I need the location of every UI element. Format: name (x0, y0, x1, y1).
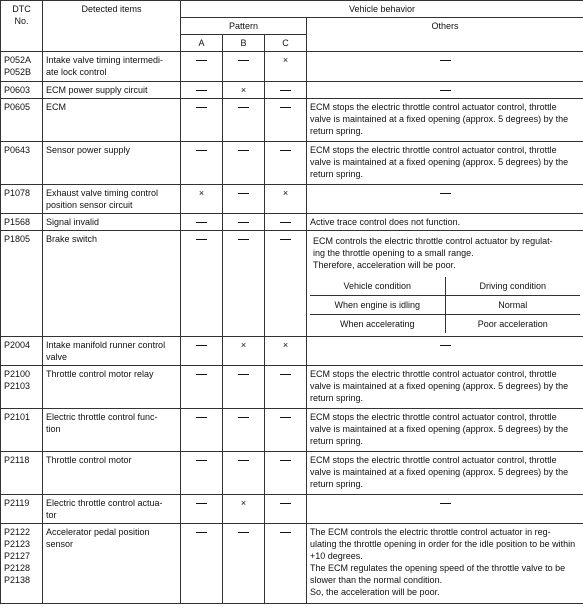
pattern-a-cell (181, 452, 223, 495)
detected-item-cell: Sensor power supply (43, 142, 181, 185)
detected-item-cell: ECM power supply circuit (43, 82, 181, 99)
table-row (1, 366, 583, 409)
dtc-code-cell: P1078 (1, 185, 43, 214)
pattern-b-cell (223, 409, 265, 452)
pattern-a-cell (181, 214, 223, 231)
pattern-a-cell (181, 337, 223, 366)
cross-mark: × (282, 55, 289, 65)
dash-mark (238, 107, 249, 108)
cross-mark: × (198, 188, 205, 198)
pattern-c-cell (265, 337, 307, 366)
dash-mark (196, 532, 207, 533)
dash-mark (196, 374, 207, 375)
pattern-c-cell (265, 142, 307, 185)
detected-item-cell: Brake switch (43, 231, 181, 337)
table-row (1, 185, 583, 214)
dash-mark (196, 222, 207, 223)
dash-mark (196, 417, 207, 418)
pattern-c-cell (265, 231, 307, 337)
sub-cell: When accelerating (310, 315, 445, 334)
dash-mark (238, 239, 249, 240)
pattern-c-cell (265, 524, 307, 604)
dtc-code-cell: P0643 (1, 142, 43, 185)
detected-item-cell: Intake valve timing intermedi- ate lock control (43, 52, 181, 82)
dash-mark (440, 90, 451, 91)
dash-mark (196, 503, 207, 504)
dash-mark (280, 374, 291, 375)
cross-mark: × (240, 498, 247, 508)
detected-item-cell: Throttle control motor relay (43, 366, 181, 409)
table-row (1, 142, 583, 185)
dtc-code-cell: P0605 (1, 99, 43, 142)
sub-row (310, 296, 580, 315)
dash-mark (440, 193, 451, 194)
detected-item-cell: Signal invalid (43, 214, 181, 231)
dash-mark (238, 374, 249, 375)
pattern-c-cell (265, 366, 307, 409)
others-cell: Active trace control does not function. (307, 214, 583, 231)
others-cell (307, 52, 583, 82)
others-cell: ECM stops the electric throttle control actuator control, throttle valve is maintained at a fixed opening (approx. 5 degrees) by the return spring. (307, 142, 583, 185)
table-row (1, 337, 583, 366)
others-cell: ECM stops the electric throttle control actuator control, throttle valve is maintained at a fixed opening (approx. 5 degrees) by the return spring. (307, 409, 583, 452)
dash-mark (238, 193, 249, 194)
dash-mark (440, 503, 451, 504)
dtc-code-cell: P052A P052B (1, 52, 43, 82)
sub-cell: Normal (445, 296, 580, 315)
pattern-a-cell (181, 185, 223, 214)
pattern-b-cell (223, 99, 265, 142)
detected-item-cell: Electric throttle control actua- tor (43, 495, 181, 524)
dash-mark (280, 239, 291, 240)
table-row (1, 409, 583, 452)
header-pattern-b: B (223, 35, 265, 52)
table-row (1, 99, 583, 142)
dash-mark (280, 503, 291, 504)
dash-mark (238, 460, 249, 461)
detected-item-cell: Accelerator pedal position sensor (43, 524, 181, 604)
others-cell (307, 185, 583, 214)
pattern-c-cell (265, 52, 307, 82)
dash-mark (238, 222, 249, 223)
header-row-1 (1, 1, 583, 18)
sub-cell: When engine is idling (310, 296, 445, 315)
dash-mark (196, 107, 207, 108)
pattern-b-cell (223, 366, 265, 409)
dash-mark (196, 239, 207, 240)
cross-mark: × (282, 340, 289, 350)
dash-mark (196, 345, 207, 346)
pattern-b-cell (223, 231, 265, 337)
table-row (1, 52, 583, 82)
pattern-b-cell (223, 142, 265, 185)
pattern-a-cell (181, 409, 223, 452)
others-text: ECM controls the electric throttle control actuator by regulat- ing the throttle opening to a small range. Therefore, acceleration will be poor. (313, 236, 553, 270)
pattern-c-cell (265, 495, 307, 524)
driving-condition-table (310, 277, 580, 333)
others-cell: ECM stops the electric throttle control actuator control, throttle valve is maintained at a fixed opening (approx. 5 degrees) by the return spring. (307, 452, 583, 495)
table-row (1, 495, 583, 524)
pattern-a-cell (181, 142, 223, 185)
pattern-a-cell (181, 366, 223, 409)
sub-header-row (310, 277, 580, 296)
dash-mark (280, 417, 291, 418)
others-cell (307, 82, 583, 99)
pattern-a-cell (181, 495, 223, 524)
pattern-c-cell (265, 82, 307, 99)
pattern-b-cell (223, 214, 265, 231)
dtc-code-cell: P2118 (1, 452, 43, 495)
pattern-a-cell (181, 82, 223, 99)
table-row (1, 452, 583, 495)
dash-mark (238, 150, 249, 151)
dash-mark (196, 150, 207, 151)
pattern-b-cell (223, 452, 265, 495)
sub-header-cell: Driving condition (445, 277, 580, 296)
header-others: Others (307, 18, 583, 52)
dash-mark (280, 90, 291, 91)
dtc-code-cell: P1568 (1, 214, 43, 231)
others-cell (307, 337, 583, 366)
dash-mark (238, 60, 249, 61)
dash-mark (440, 345, 451, 346)
header-pattern-a: A (181, 35, 223, 52)
dash-mark (280, 222, 291, 223)
pattern-c-cell (265, 214, 307, 231)
dash-mark (196, 90, 207, 91)
detected-item-cell: Exhaust valve timing control position sensor circuit (43, 185, 181, 214)
pattern-b-cell (223, 185, 265, 214)
dtc-code-cell: P2100 P2103 (1, 366, 43, 409)
pattern-c-cell (265, 452, 307, 495)
sub-cell: Poor acceleration (445, 315, 580, 334)
table-row (1, 231, 583, 337)
dash-mark (196, 60, 207, 61)
cross-mark: × (240, 85, 247, 95)
pattern-b-cell (223, 82, 265, 99)
pattern-b-cell (223, 52, 265, 82)
table-row (1, 524, 583, 604)
pattern-a-cell (181, 231, 223, 337)
others-cell (307, 231, 583, 337)
dash-mark (280, 150, 291, 151)
others-cell (307, 495, 583, 524)
others-cell: The ECM controls the electric throttle control actuator in reg- ulating the throttle opening in order for the idle position to be within +10 degrees. The ECM regulates the opening speed of the throttle valve to be slower than the normal condition. So, the acceleration will be poor. (307, 524, 583, 604)
table-row (1, 214, 583, 231)
pattern-b-cell (223, 337, 265, 366)
header-pattern: Pattern (181, 18, 307, 35)
sub-row (310, 315, 580, 334)
dash-mark (238, 417, 249, 418)
cross-mark: × (240, 340, 247, 350)
dtc-table-body (1, 52, 583, 604)
pattern-b-cell (223, 495, 265, 524)
cross-mark: × (282, 188, 289, 198)
detected-item-cell: Electric throttle control func- tion (43, 409, 181, 452)
pattern-b-cell (223, 524, 265, 604)
dash-mark (280, 107, 291, 108)
pattern-c-cell (265, 409, 307, 452)
pattern-a-cell (181, 524, 223, 604)
dtc-code-cell: P2101 (1, 409, 43, 452)
header-pattern-c: C (265, 35, 307, 52)
dash-mark (440, 60, 451, 61)
dash-mark (280, 532, 291, 533)
dtc-code-cell: P2119 (1, 495, 43, 524)
pattern-c-cell (265, 99, 307, 142)
dash-mark (238, 532, 249, 533)
dtc-code-cell: P1805 (1, 231, 43, 337)
dtc-code-cell: P2004 (1, 337, 43, 366)
pattern-a-cell (181, 52, 223, 82)
others-cell: ECM stops the electric throttle control actuator control, throttle valve is maintained at a fixed opening (approx. 5 degrees) by the return spring. (307, 366, 583, 409)
dtc-code-cell: P2122 P2123 P2127 P2128 P2138 (1, 524, 43, 604)
detected-item-cell: Throttle control motor (43, 452, 181, 495)
detected-item-cell: Intake manifold runner control valve (43, 337, 181, 366)
header-vehicle-behavior: Vehicle behavior (181, 1, 583, 18)
dash-mark (196, 460, 207, 461)
header-dtc-no: DTC No. (1, 1, 43, 52)
pattern-a-cell (181, 99, 223, 142)
dash-mark (280, 460, 291, 461)
table-row (1, 82, 583, 99)
dtc-code-cell: P0603 (1, 82, 43, 99)
detected-item-cell: ECM (43, 99, 181, 142)
sub-header-cell: Vehicle condition (310, 277, 445, 296)
pattern-c-cell (265, 185, 307, 214)
header-detected-items: Detected items (43, 1, 181, 52)
others-cell: ECM stops the electric throttle control actuator control, throttle valve is maintained at a fixed opening (approx. 5 degrees) by the return spring. (307, 99, 583, 142)
